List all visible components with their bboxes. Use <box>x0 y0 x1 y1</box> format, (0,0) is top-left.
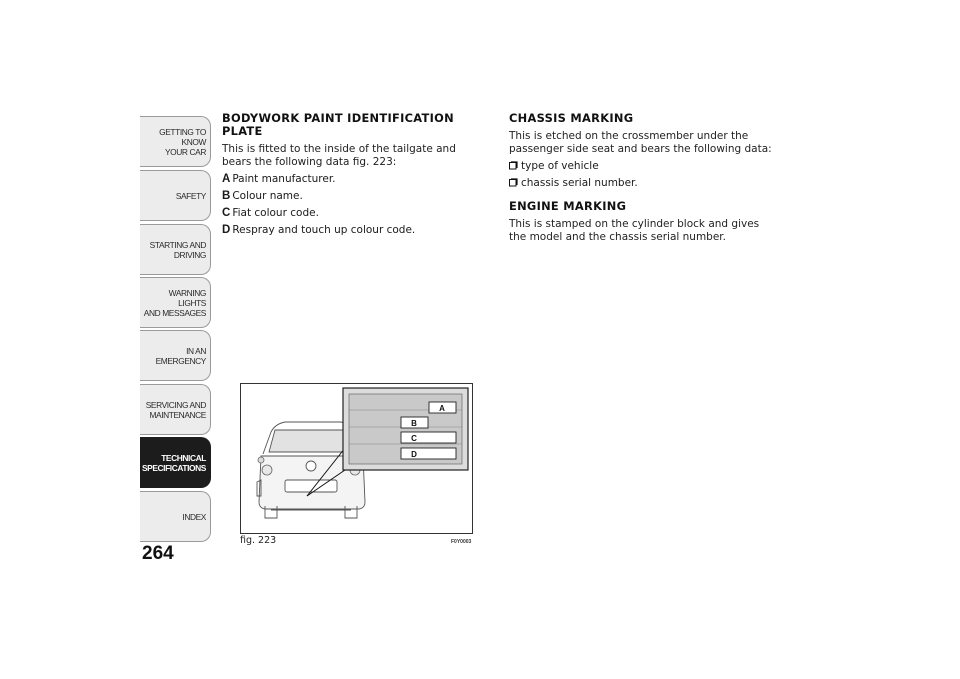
plate-label-c: C <box>411 434 417 443</box>
engine-marking-text: This is stamped on the cylinder block and gives the model and the chassis serial number. <box>509 218 760 243</box>
chassis-marking-heading: CHASSIS MARKING <box>509 111 634 125</box>
tab-starting-and-driving[interactable]: STARTING AND DRIVING <box>140 224 211 275</box>
definition-item <box>222 207 482 220</box>
list-item <box>509 160 779 173</box>
tab-safety[interactable]: SAFETY <box>140 170 211 221</box>
page-number: 264 <box>142 543 174 564</box>
definition-key: D <box>222 224 231 236</box>
tab-technical-specifications[interactable]: TECHNICAL SPECIFICATIONS <box>140 437 211 488</box>
list-item-text: chassis serial number. <box>521 177 638 189</box>
figure-223 <box>240 383 473 534</box>
list-item <box>509 177 779 190</box>
definition-item <box>222 173 482 186</box>
definition-key: B <box>222 190 231 202</box>
figure-code: F0Y0003 <box>451 539 472 545</box>
plate-label-b: B <box>411 419 417 428</box>
definition-text: Respray and touch up colour code. <box>232 224 416 236</box>
definition-key: A <box>222 173 231 185</box>
tab-in-an-emergency[interactable]: IN AN EMERGENCY <box>140 330 211 381</box>
tab-index[interactable]: INDEX <box>140 491 211 542</box>
chassis-marking-intro: This is etched on the crossmember under the passenger side seat and bears the following data: <box>509 130 772 155</box>
definition-key: C <box>222 207 231 219</box>
tab-warning-lights[interactable]: WARNING LIGHTS AND MESSAGES <box>140 277 211 328</box>
plate-label-d: D <box>411 450 417 459</box>
definition-text: Fiat colour code. <box>232 207 319 219</box>
markings-section <box>509 112 779 248</box>
figure-caption: fig. 223 <box>240 535 277 546</box>
tab-servicing-and-maintenance[interactable]: SERVICING AND MAINTENANCE <box>140 384 211 435</box>
paint-plate-intro: This is fitted to the inside of the tailgate and bears the following data fig. 223: <box>222 143 456 168</box>
plate-label-a: A <box>439 404 445 413</box>
paint-plate-heading: BODYWORK PAINT IDENTIFICATION PLATE <box>222 111 454 138</box>
engine-marking-heading: ENGINE MARKING <box>509 199 627 213</box>
paint-plate-section <box>222 112 482 241</box>
list-item-text: type of vehicle <box>521 160 599 172</box>
tab-getting-to-know-your-car[interactable]: GETTING TO KNOW YOUR CAR <box>140 116 211 167</box>
definition-item <box>222 224 482 237</box>
car-rear-illustration <box>241 384 472 533</box>
definition-item <box>222 190 482 203</box>
definition-text: Colour name. <box>232 190 303 202</box>
checkbox-bullet-icon <box>509 161 518 170</box>
definition-text: Paint manufacturer. <box>232 173 336 185</box>
checkbox-bullet-icon <box>509 178 518 187</box>
